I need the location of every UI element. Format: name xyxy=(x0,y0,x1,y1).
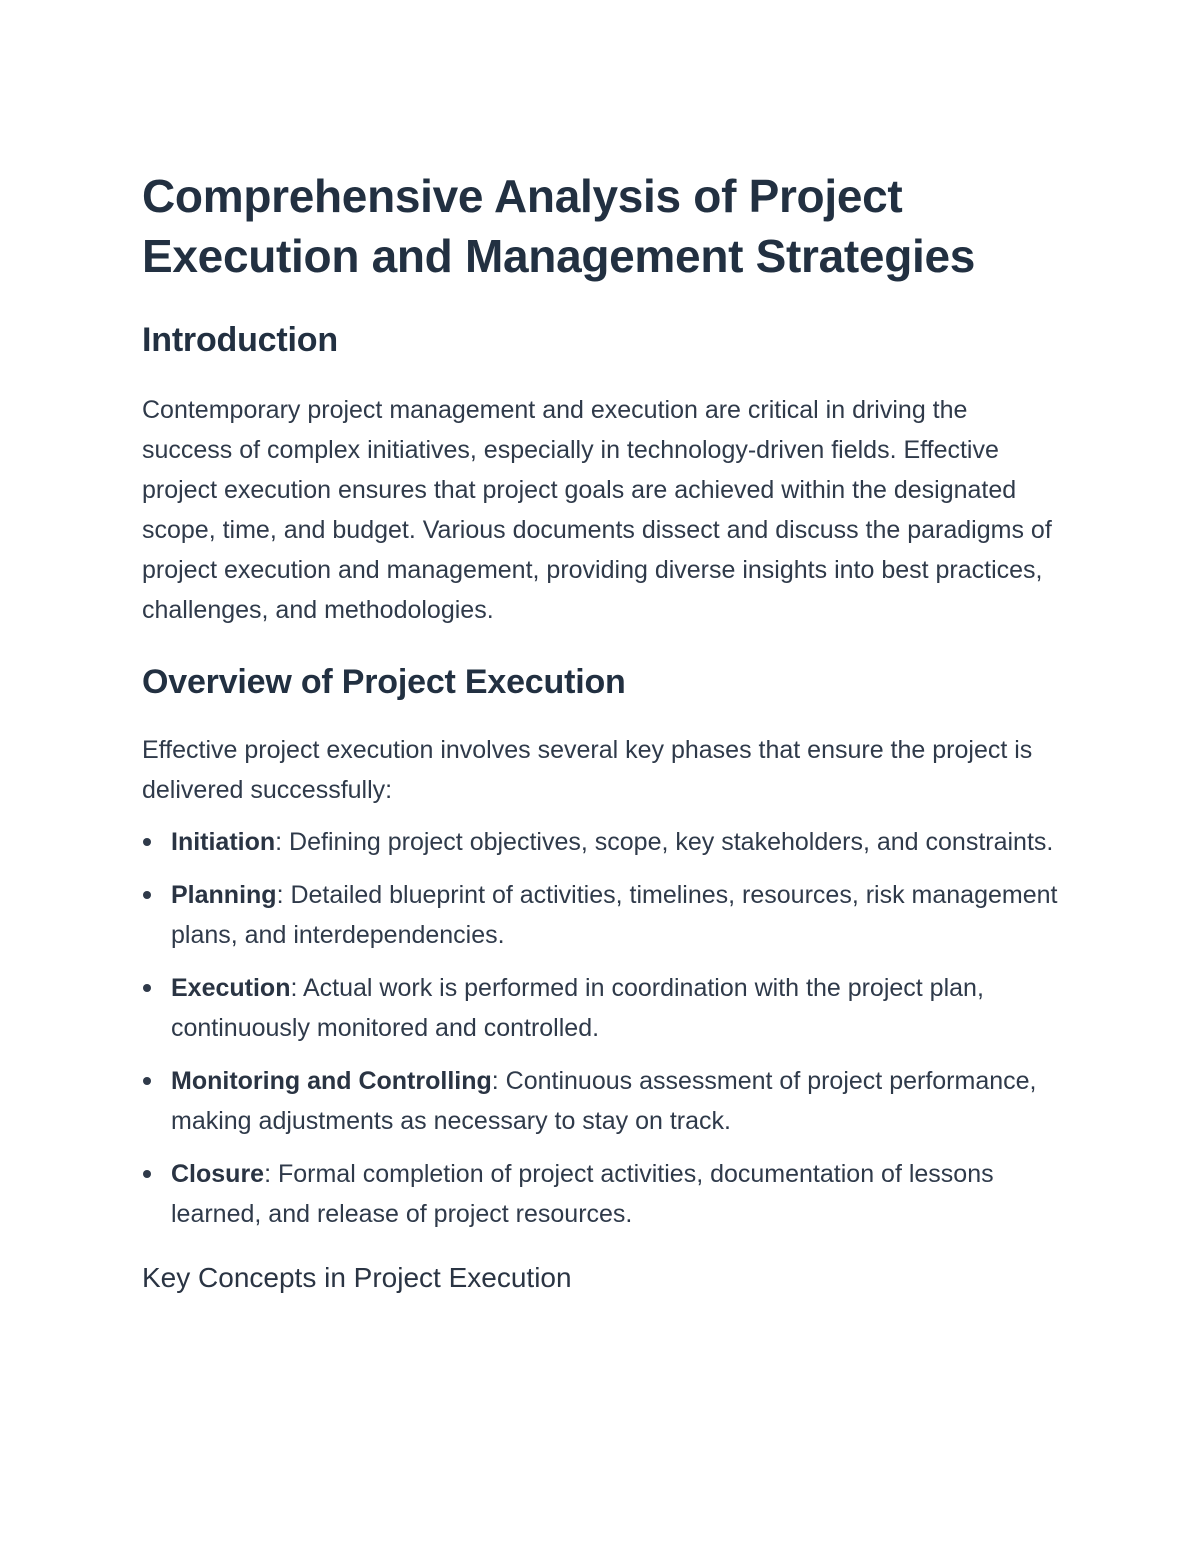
phase-description: : Detailed blueprint of activities, timelines, resources, risk management plans, and interdependencies. xyxy=(171,881,1058,949)
phase-term: Monitoring and Controlling xyxy=(171,1067,492,1095)
phase-term: Initiation xyxy=(171,828,276,856)
bullet-icon xyxy=(143,1170,151,1178)
bullet-icon xyxy=(143,984,151,992)
section-heading-overview: Overview of Project Execution xyxy=(142,663,626,701)
phase-description: : Formal completion of project activities, documentation of lessons learned, and release of project resources. xyxy=(171,1160,994,1228)
phase-description: : Continuous assessment of project performance, making adjustments as necessary to stay on track. xyxy=(171,1067,1037,1135)
list-item xyxy=(142,875,1062,955)
section-heading-introduction: Introduction xyxy=(142,321,338,359)
bullet-icon xyxy=(143,838,151,846)
phase-list xyxy=(142,822,1062,1234)
bullet-icon xyxy=(143,891,151,899)
document-title: Comprehensive Analysis of Project Execution and Management Strategies xyxy=(142,170,976,282)
phase-term: Closure xyxy=(171,1160,265,1188)
list-item xyxy=(142,1061,1062,1141)
phase-term: Execution xyxy=(171,974,291,1002)
phase-description: : Actual work is performed in coordination with the project plan, continuously monitored and controlled. xyxy=(171,974,984,1042)
bullet-icon xyxy=(143,1077,151,1085)
phase-term: Planning xyxy=(171,881,277,909)
list-item xyxy=(142,822,1062,862)
section-heading-key-concepts: Key Concepts in Project Execution xyxy=(142,1262,572,1293)
introduction-paragraph: Contemporary project management and execution are critical in driving the success of complex initiatives, especially in technology-driven fields. Effective project execution ensures that project goals are achieved within the designated scope, time, and budget. Various documents dissect and discuss the paradigms of project execution and management, providing diverse insights into best practices, challenges, and methodologies. xyxy=(142,396,1052,624)
phase-description: : Defining project objectives, scope, key stakeholders, and constraints. xyxy=(275,828,1054,856)
document-page xyxy=(142,166,1062,1296)
list-item xyxy=(142,1154,1062,1234)
overview-paragraph: Effective project execution involves several key phases that ensure the project is delivered successfully: xyxy=(142,736,1033,804)
list-item xyxy=(142,968,1062,1048)
